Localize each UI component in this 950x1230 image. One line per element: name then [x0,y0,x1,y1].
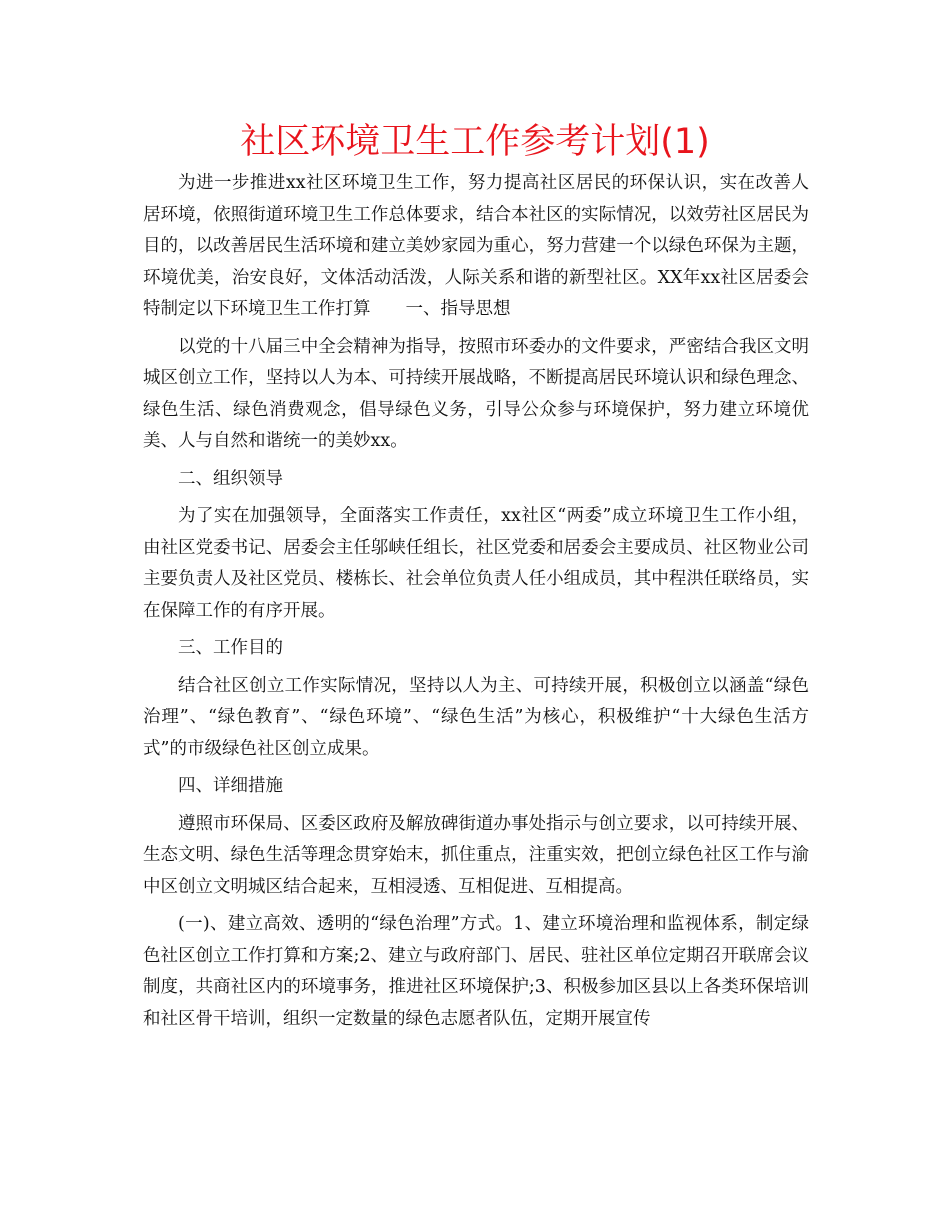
paragraph-guiding-thought: 以党的十八届三中全会精神为指导，按照市环委办的文件要求，严密结合我区文明城区创立工作，坚持以人为本、可持续开展战略，不断提高居民环境认识和绿色理念、绿色生活、绿色消费观念，倡导绿色义务，引导公众参与环境保护，努力建立环境优美、人与自然和谐统一的美妙xx。 [143,336,809,451]
paragraph-goals: 结合社区创立工作实际情况，坚持以人为主、可持续开展，积极创立以涵盖“绿色治理”、“绿色教育”、“绿色环境”、“绿色生活”为核心，积极维护“十大绿色生活方式”的市级绿色社区创立成果。 [143,675,809,759]
document-title: 社区环境卫生工作参考计划(1) [240,122,710,162]
paragraph-measures: 遵照市环保局、区委区政府及解放碑街道办事处指示与创立要求，以可持续开展、生态文明、绿色生活等理念贯穿始末，抓住重点，注重实效，把创立绿色社区工作与渝中区创立文明城区结合起来，互相浸透、互相促进、互相提高。 [143,813,809,897]
paragraph-organization: 为了实在加强领导，全面落实工作责任，xx社区“两委”成立环境卫生工作小组，由社区党委书记、居委会主任邬峡任组长，社区党委和居委会主要成员、社区物业公司主要负责人及社区党员、楼栋长、社会单位负责人任小组成员，其中程洪任联络员，实在保障工作的有序开展。 [143,506,809,621]
heading-organization: 二、组织领导 [178,468,283,489]
paragraph-intro: 为进一步推进xx社区环境卫生工作，努力提高社区居民的环保认识，实在改善人居环境，依照街道环境卫生工作总体要求，结合本社区的实际情况，以效劳社区居民为目的，以改善居民生活环境和建立美妙家园为重心，努力营建一个以绿色环保为主题，环境优美，治安良好，文体活动活泼，人际关系和谐的新型社区。XX年xx社区居委会特制定以下环境卫生工作打算 一、指导思想 [143,173,809,319]
paragraph-green-governance: (一)、建立高效、透明的“绿色治理”方式。1、建立环境治理和监视体系，制定绿色社区创立工作打算和方案;2、建立与政府部门、居民、驻社区单位定期召开联席会议制度，共商社区内的环境事务，推进社区环境保护;3、积极参加区县以上各类环保培训和社区骨干培训，组织一定数量的绿色志愿者队伍，定期开展宣传 [143,914,809,1029]
heading-goals: 三、工作目的 [178,638,283,658]
heading-measures: 四、详细措施 [178,776,283,796]
document-body [143,168,809,1041]
